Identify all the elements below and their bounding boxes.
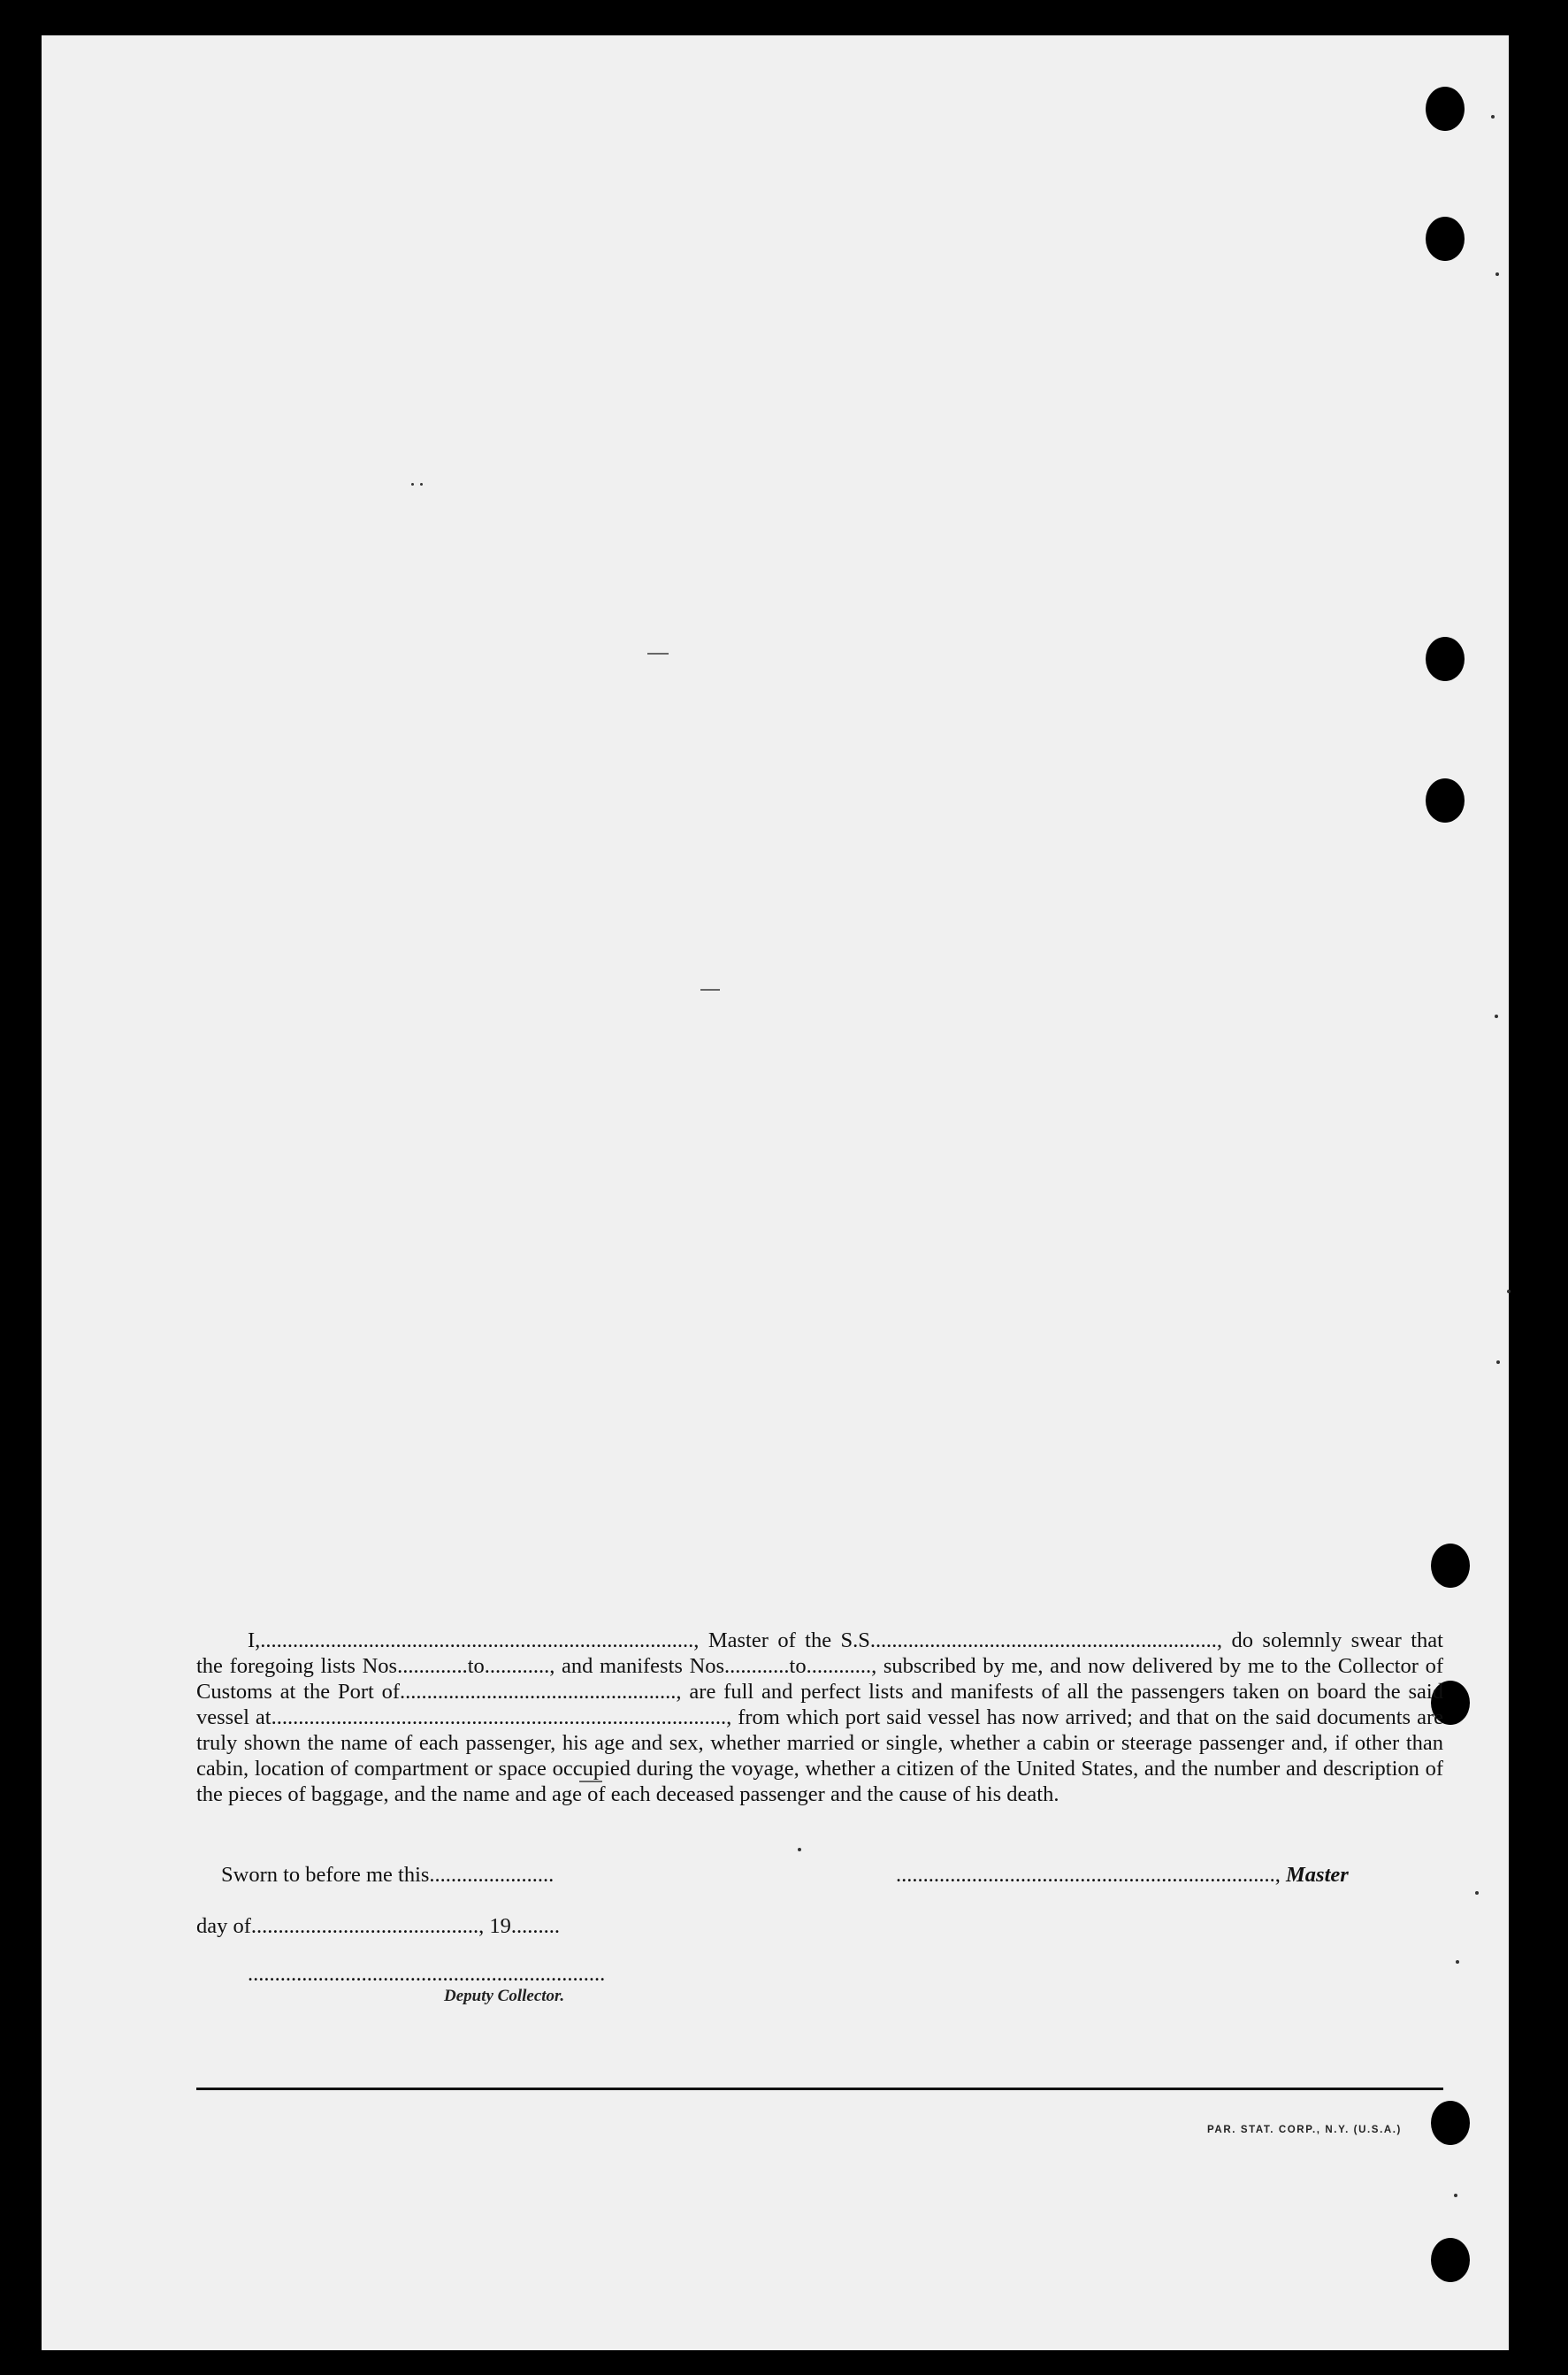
scan-speck [1491,115,1495,119]
punch-hole [1426,217,1465,261]
scan-speck [1454,2194,1457,2197]
scan-speck [1475,1891,1479,1895]
printer-imprint: PAR. STAT. CORP., N.Y. (U.S.A.) [1207,2125,1402,2135]
punch-hole [1431,1544,1470,1588]
deputy-dots: .................................................................. [248,1962,606,1986]
day-of-text: day of.........................................., 19......... [196,1914,561,1938]
punch-hole [1426,778,1465,823]
scan-speck [1507,1290,1511,1293]
scan-speck [1495,1015,1498,1018]
sworn-line [221,1863,554,1888]
master-dots: ......................................................................, [896,1863,1281,1887]
deputy-signature-line [248,1962,605,1987]
scan-speck [420,483,423,486]
master-signature-line [896,1863,1349,1888]
scan-speck [411,483,414,486]
master-oath-paragraph [196,1628,1443,1807]
day-of-line [196,1914,560,1939]
oath-text: I,................................................................................, Master of the S.S................................................................, do solemnly swear that the foregoing lists Nos.............to............, and manifests Nos............to............, subscribed by me, and now delivered by me to the Collector of Customs at the Port of..................................................., are full and perfect lists and manifests of all the passengers taken on board the said vessel at...................................................................................., from which port said vessel has now arrived; and that on the said documents are truly shown the name of each passenger, his age and sex, whether married or single, whether a cabin or steerage passenger and, if other than cabin, location of compartment or space occupied during the voyage, whether a citizen of the United States, and the number and description of the pieces of baggage, and the name and age of each deceased passenger and the cause of his death. [196,1628,1443,1806]
master-label: Master [1286,1863,1349,1887]
scan-speck [1496,1360,1500,1364]
manifest-sheet [42,35,1509,2350]
sworn-text: Sworn to before me this....................... [221,1863,555,1887]
punch-hole [1431,2101,1470,2145]
punch-hole [1426,637,1465,681]
stray-mark [647,653,669,655]
scan-speck [1495,272,1499,276]
stray-mark [700,989,720,991]
deputy-collector-label: Deputy Collector. [444,1987,565,2005]
punch-hole [1431,2238,1470,2282]
scan-speck [1456,1960,1459,1964]
scan-speck [798,1848,801,1851]
footer-rule [196,2088,1443,2090]
punch-hole [1426,87,1465,131]
